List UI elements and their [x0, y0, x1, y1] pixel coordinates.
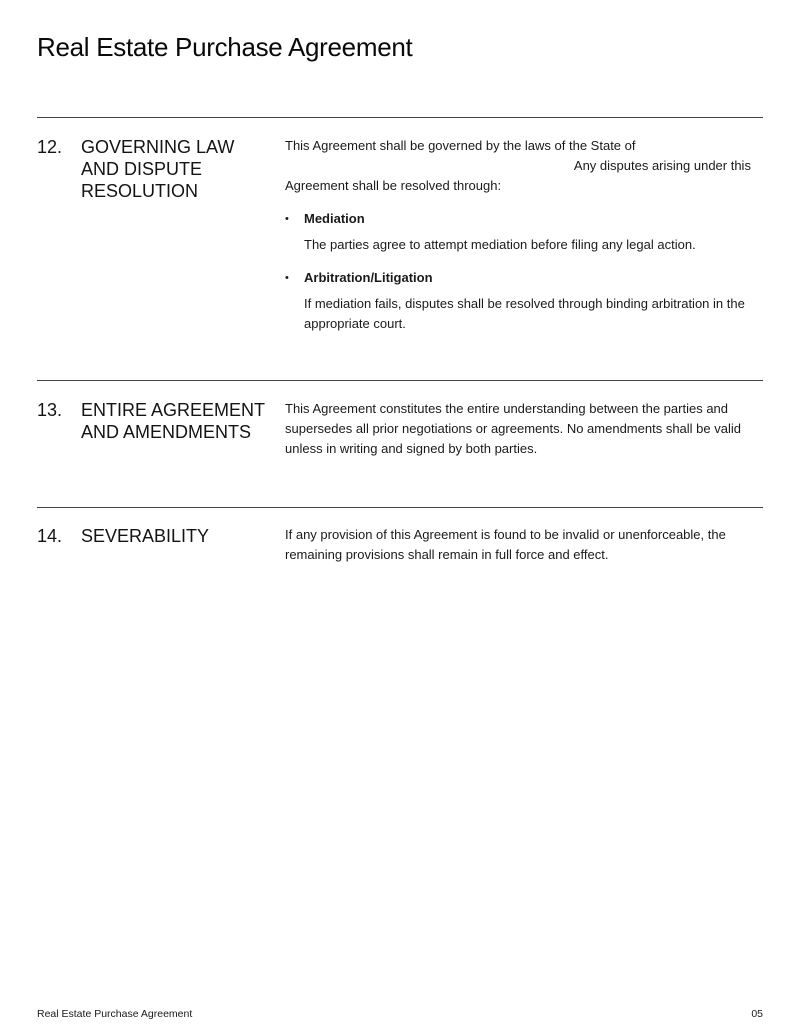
section-divider	[37, 117, 763, 118]
section-number: 13.	[37, 400, 63, 420]
list-item	[285, 268, 761, 334]
section-body	[285, 525, 761, 565]
section-divider	[37, 380, 763, 381]
state-blank-field	[285, 158, 571, 170]
section-title: GOVERNING LAW AND DISPUTE RESOLUTION	[81, 137, 235, 201]
intro-text-1: This Agreement shall be governed by the laws of the State of	[285, 138, 636, 153]
section-number: 14.	[37, 526, 63, 546]
section-number: 12.	[37, 137, 63, 157]
intro-text-2: Any disputes arising under this	[573, 158, 751, 173]
section-divider	[37, 507, 763, 508]
section-body	[285, 399, 761, 459]
section-text: This Agreement constitutes the entire understanding between the parties and supersedes all prior negotiations or agreements. No amendments shall be valid unless in writing and signed by both parties.	[285, 401, 741, 456]
bullet-icon: •	[285, 213, 289, 225]
list-item	[285, 209, 761, 255]
intro-text-3: Agreement shall be resolved through:	[285, 178, 502, 193]
section-intro	[285, 136, 761, 176]
bullet-icon: •	[285, 272, 289, 284]
section-body	[285, 136, 761, 334]
section-text: If any provision of this Agreement is found to be invalid or unenforceable, the remaining provisions shall remain in full force and effect.	[285, 527, 726, 562]
bullet-description: If mediation fails, disputes shall be resolved through binding arbitration in the appropriate court.	[304, 296, 745, 331]
section-title: ENTIRE AGREEMENT AND AMENDMENTS	[81, 400, 265, 442]
bullet-label: Arbitration/Litigation	[304, 270, 433, 285]
page-number: 05	[751, 1008, 763, 1020]
footer-document-name: Real Estate Purchase Agreement	[37, 1008, 193, 1020]
bullet-description: The parties agree to attempt mediation before filing any legal action.	[304, 237, 696, 252]
document-title: Real Estate Purchase Agreement	[37, 32, 413, 62]
section-title: SEVERABILITY	[81, 526, 210, 546]
bullet-label: Mediation	[304, 211, 365, 226]
